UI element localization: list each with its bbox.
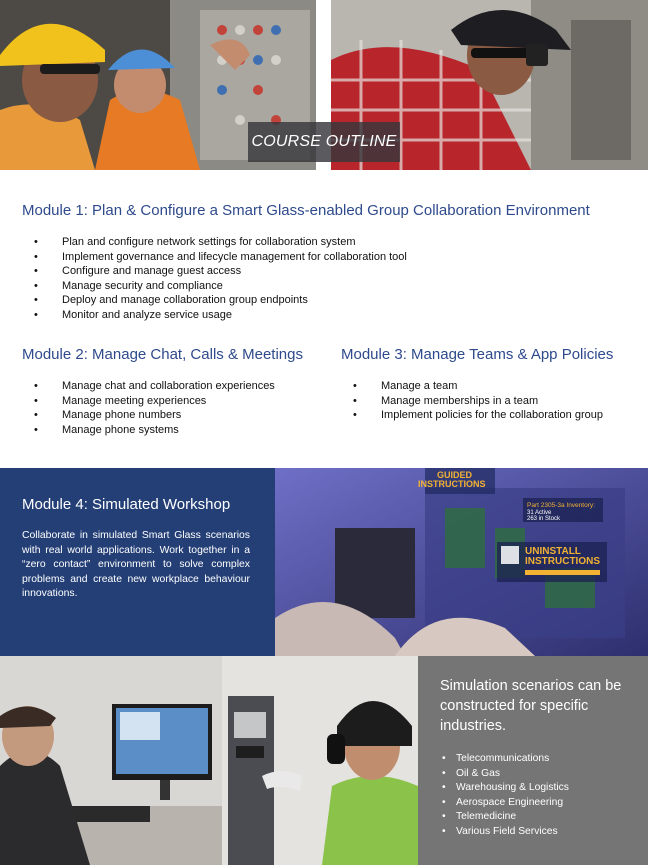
ar-uninstall-instructions-label: INSTRUCTIONS bbox=[525, 556, 600, 567]
list-item: • Implement policies for the collaboration group bbox=[341, 408, 603, 423]
module-1-list bbox=[22, 235, 407, 323]
list-item: • Deploy and manage collaboration group endpoints bbox=[22, 293, 407, 308]
list-item: • Manage memberships in a team bbox=[341, 394, 603, 409]
photo-operator-at-monitor bbox=[0, 656, 222, 865]
simulation-panel bbox=[418, 656, 648, 865]
module-2-title: Module 2: Manage Chat, Calls & Meetings bbox=[22, 346, 303, 363]
ar-active-text: 31 Active bbox=[527, 510, 552, 516]
list-item: • Plan and configure network settings for collaboration system bbox=[22, 235, 407, 250]
simulation-heading: Simulation scenarios can be constructed for specific industries. bbox=[440, 678, 622, 734]
module-3-list bbox=[341, 379, 603, 423]
ar-uninstall-label: UNINSTALL bbox=[525, 546, 581, 557]
ar-instructions-label: INSTRUCTIONS bbox=[418, 479, 486, 489]
module-4-description: Collaborate in simulated Smart Glass scenarios with real world applications. Work together in a “zero contact” environment to solve complex problems and create new workplace behaviour innovations. bbox=[22, 530, 250, 600]
list-item: • Various Field Services bbox=[440, 825, 569, 840]
list-item: • Aerospace Engineering bbox=[440, 796, 569, 811]
module-3-title: Module 3: Manage Teams & App Policies bbox=[341, 346, 614, 363]
list-item: • Manage a team bbox=[341, 379, 603, 394]
list-item: • Manage meeting experiences bbox=[22, 394, 275, 409]
list-item: • Warehousing & Logistics bbox=[440, 781, 569, 796]
ar-stock-text: 263 in Stock bbox=[527, 516, 561, 522]
module-1-title: Module 1: Plan & Configure a Smart Glass-enabled Group Collaboration Environment bbox=[22, 202, 590, 219]
photo-technician-smart-glass bbox=[222, 656, 418, 865]
module-4-panel bbox=[0, 468, 275, 656]
ar-part-text: Part 2305-3a Inventory: bbox=[527, 502, 595, 509]
ar-guided-label: GUIDED bbox=[437, 470, 473, 480]
course-outline-banner: COURSE OUTLINE bbox=[248, 122, 400, 162]
module-2-list bbox=[22, 379, 275, 437]
list-item: • Monitor and analyze service usage bbox=[22, 308, 407, 323]
ar-instructions-photo bbox=[275, 468, 648, 656]
list-item: • Configure and manage guest access bbox=[22, 264, 407, 279]
list-item: • Implement governance and lifecycle management for collaboration tool bbox=[22, 250, 407, 265]
list-item: • Manage phone systems bbox=[22, 423, 275, 438]
module-4-title: Module 4: Simulated Workshop bbox=[22, 496, 231, 513]
list-item: • Telemedicine bbox=[440, 810, 569, 825]
list-item: • Manage chat and collaboration experiences bbox=[22, 379, 275, 394]
list-item: • Manage security and compliance bbox=[22, 279, 407, 294]
list-item: • Oil & Gas bbox=[440, 767, 569, 782]
list-item: • Telecommunications bbox=[440, 752, 569, 767]
list-item: • Manage phone numbers bbox=[22, 408, 275, 423]
industries-list bbox=[440, 752, 569, 840]
